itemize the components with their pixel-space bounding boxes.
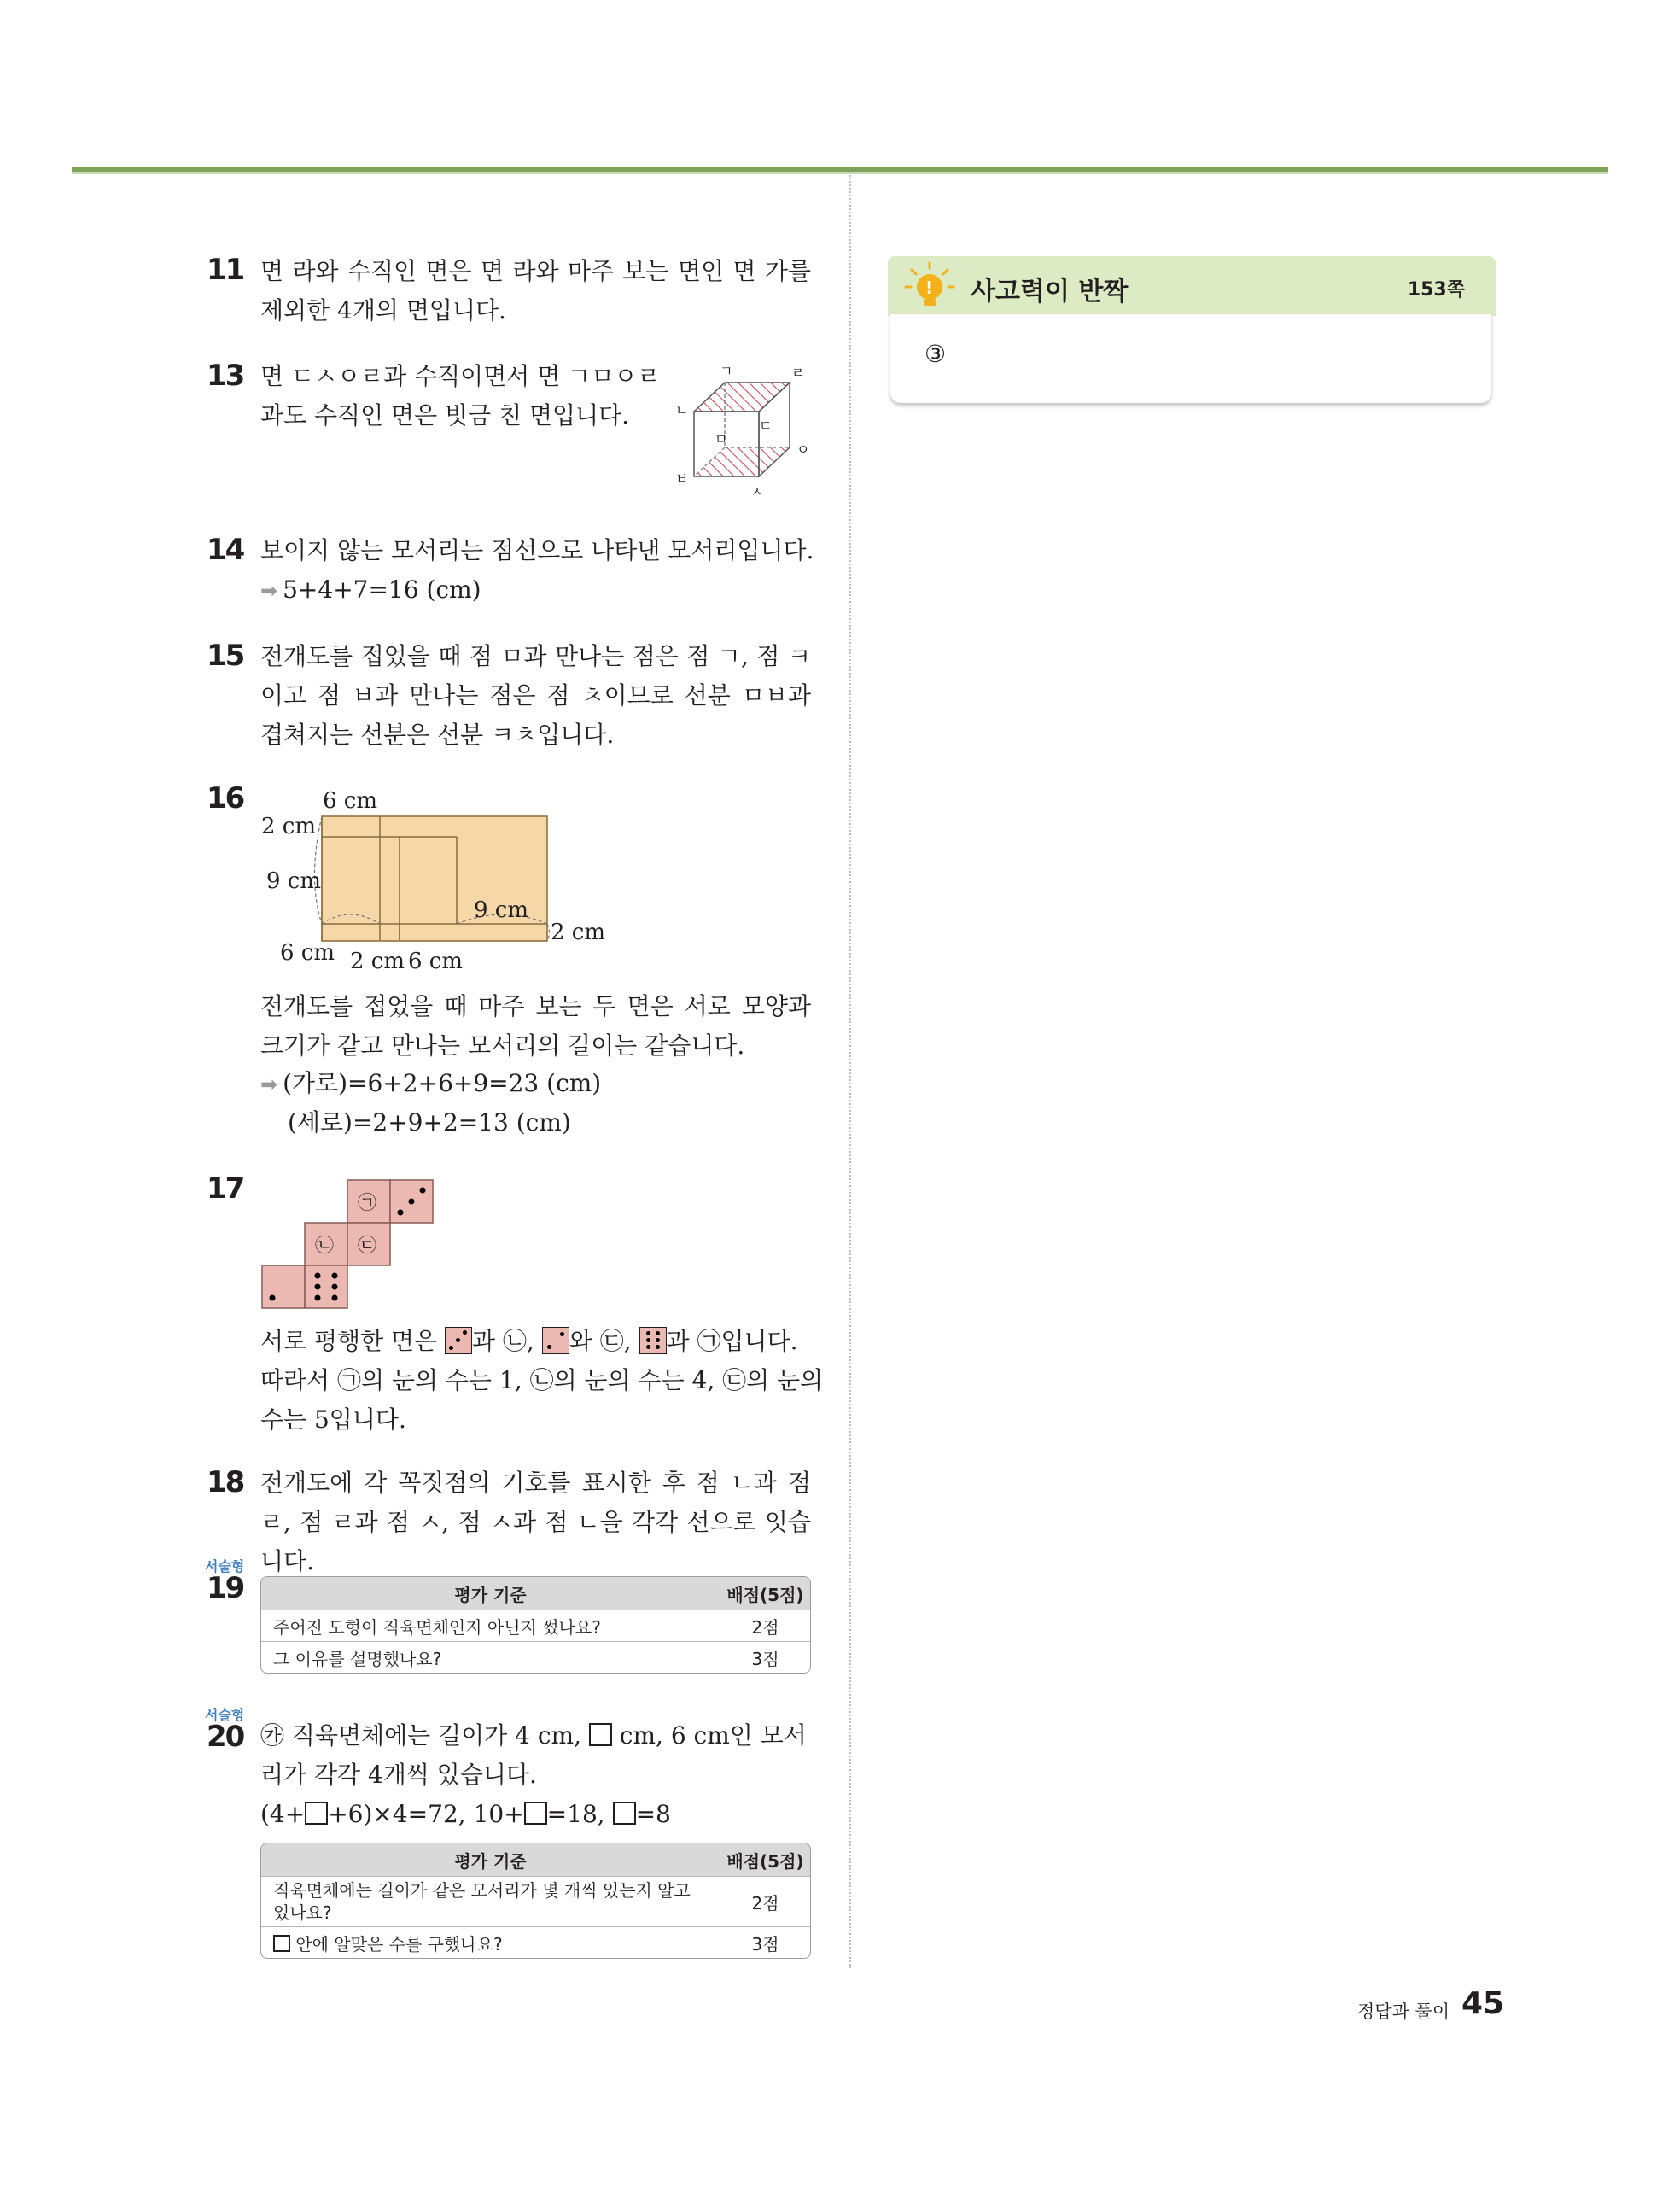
dimension-label: 6 cm — [323, 788, 378, 814]
problem-number: 15 — [207, 639, 244, 673]
problem-number: 16 — [207, 781, 244, 815]
arrow-icon: ➡ — [260, 1072, 278, 1096]
problem-13-line2: 과도 수직인 면은 빗금 친 면입니다. — [260, 401, 630, 429]
table-row: 직육면체에는 길이가 같은 모서리가 몇 개씩 있는지 알고 있나요? 2점 — [261, 1876, 810, 1926]
lightbulb-icon — [903, 261, 956, 313]
cube-diagram — [670, 359, 815, 504]
problem-16-text: 전개도를 접었을 때 마주 보는 두 면은 서로 모양과 크기가 같고 만나는 모서리의 길이는 같습니다. — [260, 992, 811, 1060]
problem-number: 17 — [207, 1171, 244, 1206]
problem-number: 18 — [207, 1465, 244, 1499]
thinking-box-body — [890, 314, 1491, 403]
thinking-box-page: 153쪽 — [1407, 279, 1465, 301]
vertex-label: ㅅ — [750, 484, 764, 500]
face-label: ㉠ — [358, 1193, 377, 1214]
problem-20-line1: ㉮ 직육면체에는 길이가 4 cm, cm, 6 cm인 모서 — [260, 1721, 807, 1750]
problem-16-calc-line — [260, 1064, 601, 1104]
problem-number: 20 — [207, 1720, 244, 1754]
problem-20-line3: (4+ +6)×4=72, 10+ =18, =8 — [260, 1800, 671, 1828]
footer-label: 정답과 풀이 — [1357, 2001, 1450, 2022]
die-two-icon — [542, 1327, 569, 1354]
blank-box-icon — [613, 1802, 636, 1825]
problem-16-calc1: (가로)=6+2+6+9=23 (cm) — [283, 1069, 602, 1097]
problem-14-calc-line — [260, 570, 481, 611]
svg-text:!: ! — [925, 278, 934, 298]
problem-20-line2: 리가 각각 4개씩 있습니다. — [260, 1761, 537, 1789]
table-header: 배점(5점) — [720, 1577, 810, 1610]
blank-box-icon — [524, 1802, 547, 1825]
problem-number: 14 — [207, 533, 244, 567]
grading-table-20 — [260, 1843, 811, 1959]
thinking-box — [888, 256, 1496, 410]
problem-15-text: 전개도를 접었을 때 점 ㅁ과 만나는 점은 점 ㄱ, 점 ㅋ이고 점 ㅂ과 만나는 점은 점 ㅊ이므로 선분 ㅁㅂ과 겹쳐지는 선분은 선분 ㅋㅊ입니다. — [260, 642, 811, 749]
essay-tag: 서술형 — [205, 1707, 245, 1723]
problem-17-line1: 서로 평행한 면은 과 ㉡, 와 ㉢, 과 ㉠입니다. — [260, 1327, 798, 1355]
blank-box-icon — [589, 1723, 612, 1746]
table-row: 그 이유를 설명했나요? 3점 — [261, 1641, 810, 1673]
dimension-label: 6 cm — [280, 940, 335, 966]
table-row: 안에 알맞은 수를 구했나요? 3점 — [261, 1926, 810, 1958]
page-number: 45 — [1461, 1986, 1505, 2021]
face-label: ㉢ — [358, 1236, 377, 1257]
thinking-box-answer: ③ — [925, 340, 947, 368]
table-header: 평가 기준 — [261, 1843, 720, 1876]
thinking-box-header — [888, 256, 1496, 316]
table-row: 주어진 도형이 직육면체인지 아닌지 썼나요? 2점 — [261, 1610, 810, 1641]
vertex-label: ㅁ — [715, 431, 728, 447]
table-header: 평가 기준 — [261, 1577, 720, 1610]
blank-box-icon — [305, 1802, 328, 1825]
vertex-label: ㄴ — [675, 402, 689, 418]
vertex-label: ㄱ — [720, 363, 733, 379]
problem-11-text: 면 라와 수직인 면은 면 라와 마주 보는 면인 면 가를 제외한 4개의 면입니다. — [260, 257, 811, 324]
vertex-label: ㅂ — [675, 470, 689, 487]
dimension-label: 9 cm — [474, 897, 529, 923]
dimension-label: 2 cm — [551, 920, 606, 945]
problem-16-calc2: (세로)=2+9+2=13 (cm) — [288, 1108, 571, 1136]
vertex-label: ㅇ — [796, 441, 810, 458]
problem-number: 13 — [207, 359, 244, 393]
vertex-label: ㄹ — [791, 365, 805, 381]
face-label: ㉡ — [315, 1236, 335, 1257]
problem-17-line2: 따라서 ㉠의 눈의 수는 1, ㉡의 눈의 수는 4, ㉢의 눈의 — [260, 1366, 824, 1394]
problem-18-text: 전개도에 각 꼭짓점의 기호를 표시한 후 점 ㄴ과 점 ㄹ, 점 ㄹ과 점 ㅅ, 점 ㅅ과 점 ㄴ을 각각 선으로 잇습니다. — [260, 1469, 811, 1575]
arrow-icon: ➡ — [260, 579, 278, 603]
die-six-icon — [639, 1327, 667, 1354]
dimension-label: 2 cm — [261, 814, 317, 839]
problem-number: 19 — [207, 1571, 244, 1605]
problem-number: 11 — [207, 253, 244, 287]
dice-net-diagram — [260, 1178, 448, 1315]
net-diagram — [256, 777, 632, 982]
problem-13-line1: 면 ㄷㅅㅇㄹ과 수직이면서 면 ㄱㅁㅇㄹ — [260, 362, 661, 390]
problem-14-calc: 5+4+7=16 (cm) — [283, 576, 481, 604]
thinking-box-title: 사고력이 반짝 — [971, 277, 1129, 307]
table-header: 배점(5점) — [720, 1843, 810, 1876]
vertex-label: ㄷ — [759, 418, 773, 434]
essay-tag: 서술형 — [205, 1558, 245, 1575]
column-divider — [849, 175, 851, 1968]
dimension-label: 9 cm — [266, 868, 322, 894]
dimension-label: 2 cm — [350, 949, 405, 974]
top-rule-shadow — [72, 172, 1608, 174]
problem-17-line3: 수는 5입니다. — [260, 1405, 406, 1434]
die-three-icon — [445, 1327, 472, 1354]
grading-table-19 — [260, 1576, 811, 1674]
dimension-label: 6 cm — [408, 949, 464, 974]
problem-14-text: 보이지 않는 모서리는 점선으로 나타낸 모서리입니다. — [260, 536, 814, 564]
blank-box-icon — [273, 1935, 290, 1952]
